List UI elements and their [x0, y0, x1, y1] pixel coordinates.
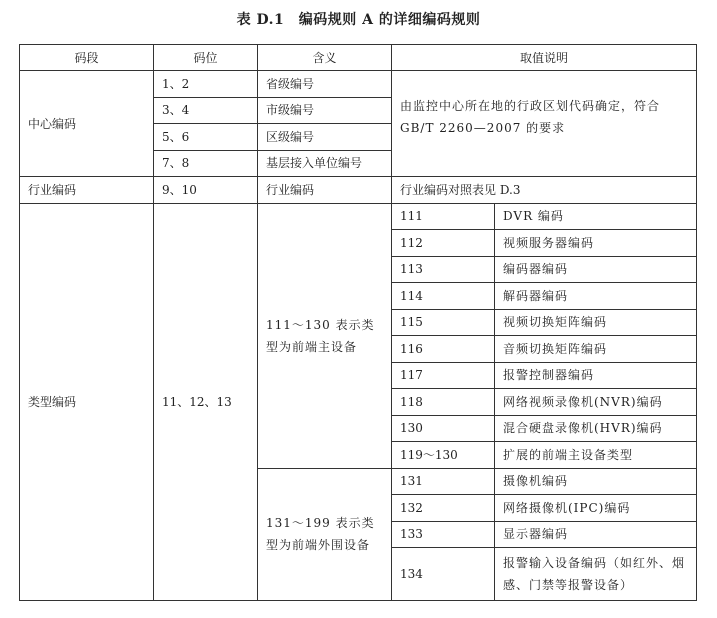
type-description-cell: 报警控制器编码: [495, 362, 697, 389]
position-cell: 1、2: [154, 71, 258, 98]
group-meaning: 111～130 表示类型为前端主设备: [258, 203, 392, 468]
type-description-cell: 显示器编码: [495, 521, 697, 548]
table-row: [20, 203, 697, 230]
type-code-cell: 118: [392, 389, 495, 416]
type-code-cell: 131: [392, 468, 495, 495]
type-description-cell: 解码器编码: [495, 283, 697, 310]
meaning-cell: 基层接入单位编号: [258, 150, 392, 177]
position-cell: 7、8: [154, 150, 258, 177]
table-title: 表 D.1 编码规则 A 的详细编码规则: [236, 12, 481, 28]
type-code-cell: 132: [392, 495, 495, 522]
type-description-cell: 混合硬盘录像机(HVR)编码: [495, 415, 697, 442]
group-meaning: 131～199 表示类型为前端外围设备: [258, 468, 392, 601]
type-description-cell: 网络摄像机(IPC)编码: [495, 495, 697, 522]
type-description-cell: 报警输入设备编码（如红外、烟感、门禁等报警设备）: [495, 548, 697, 601]
type-code-cell: 133: [392, 521, 495, 548]
header-position: 码位: [154, 45, 258, 71]
position-cell: 11、12、13: [154, 203, 258, 601]
type-description-cell: 网络视频录像机(NVR)编码: [495, 389, 697, 416]
industry-description: 行业编码对照表见 D.3: [392, 177, 697, 204]
position-cell: 5、6: [154, 124, 258, 151]
type-code-cell: 130: [392, 415, 495, 442]
type-description-cell: 摄像机编码: [495, 468, 697, 495]
industry-segment: 行业编码: [20, 177, 154, 204]
type-code-cell: 134: [392, 548, 495, 601]
type-code-cell: 115: [392, 309, 495, 336]
center-segment: 中心编码: [20, 71, 154, 177]
meaning-cell: 市级编号: [258, 97, 392, 124]
type-description-cell: 编码器编码: [495, 256, 697, 283]
type-code-cell: 114: [392, 283, 495, 310]
center-description: 由监控中心所在地的行政区划代码确定，符合GB/T 2260—2007 的要求: [392, 71, 697, 177]
type-description-cell: 视频服务器编码: [495, 230, 697, 257]
meaning-cell: 行业编码: [258, 177, 392, 204]
type-code-cell: 116: [392, 336, 495, 363]
type-segment: 类型编码: [20, 203, 154, 601]
type-code-cell: 111: [392, 203, 495, 230]
type-code-cell: 113: [392, 256, 495, 283]
type-description-cell: DVR 编码: [495, 203, 697, 230]
type-description-cell: 扩展的前端主设备类型: [495, 442, 697, 469]
type-description-cell: 音频切换矩阵编码: [495, 336, 697, 363]
type-code-cell: 112: [392, 230, 495, 257]
position-cell: 9、10: [154, 177, 258, 204]
type-code-cell: 119～130: [392, 442, 495, 469]
meaning-cell: 省级编号: [258, 71, 392, 98]
header-row: [20, 45, 697, 71]
encoding-rules-table: [19, 44, 697, 601]
type-code-cell: 117: [392, 362, 495, 389]
table-row: [20, 177, 697, 204]
position-cell: 3、4: [154, 97, 258, 124]
meaning-cell: 区级编号: [258, 124, 392, 151]
table-row: [20, 71, 697, 98]
header-segment: 码段: [20, 45, 154, 71]
type-description-cell: 视频切换矩阵编码: [495, 309, 697, 336]
header-meaning: 含义: [258, 45, 392, 71]
header-value-description: 取值说明: [392, 45, 697, 71]
